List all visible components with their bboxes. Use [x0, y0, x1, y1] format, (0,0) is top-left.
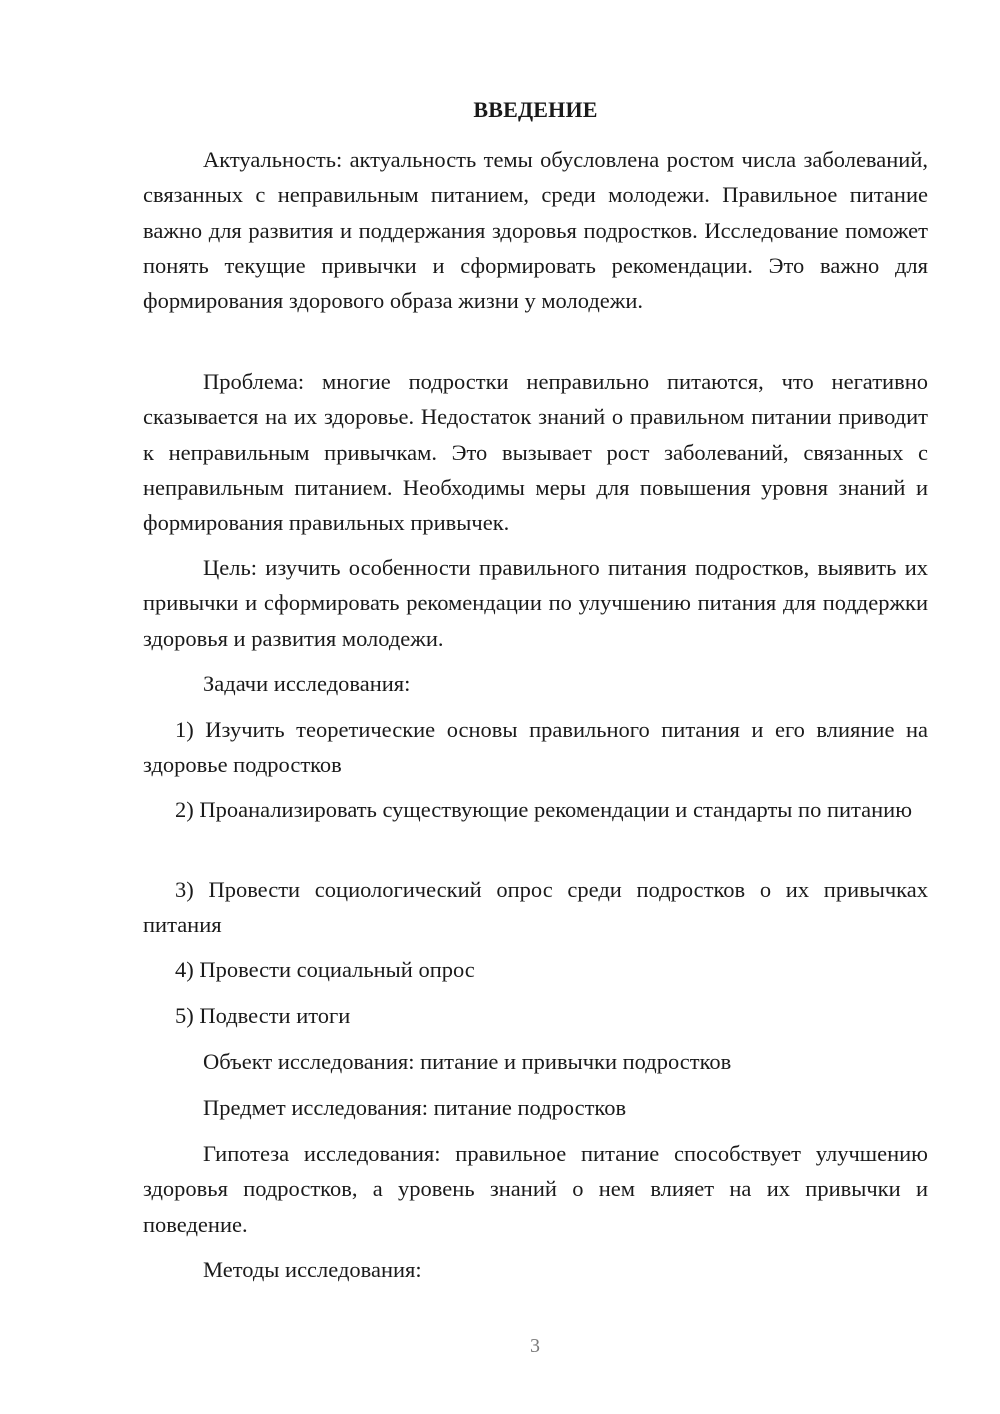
task-item-4: 4) Провести социальный опрос [175, 957, 475, 982]
research-hypothesis: Гипотеза исследования: правильное питание способствует улучшению здоровья подростков, а уровень знаний о нем влияет на их привычки и поведение. [143, 1141, 928, 1237]
section-title: ВВЕДЕНИЕ [473, 97, 598, 122]
problem-paragraph: Проблема: многие подростки неправильно питаются, что негативно сказывается на их здоровье. Недостаток знаний о правильном питании приводит к неправильным привычкам. Это вызывает рост заболеваний, связанных с неправильным питанием. Необходимы меры для повышения уровня знаний и формирования правильных привычек. [143, 369, 928, 536]
research-object: Объект исследования: питание и привычки подростков [203, 1049, 732, 1074]
tasks-heading: Задачи исследования: [203, 671, 411, 696]
page-number: 3 [530, 1335, 540, 1357]
task-item-5: 5) Подвести итоги [175, 1003, 351, 1028]
task-item-3: 3) Провести социологический опрос среди подростков о их привычках питания [143, 877, 928, 938]
research-subject: Предмет исследования: питание подростков [203, 1095, 627, 1120]
relevance-paragraph: Актуальность: актуальность темы обусловлена ростом числа заболеваний, связанных с неправильным питанием, среди молодежи. Правильное питание важно для развития и поддержания здоровья подростков. Исследование поможет понять текущие привычки и сформировать рекомендации. Это важно для формирования здорового образа жизни у молодежи. [143, 147, 928, 314]
research-methods: Методы исследования: [203, 1257, 422, 1282]
task-item-2: 2) Проанализировать существующие рекомендации и стандарты по питанию [175, 797, 913, 822]
goal-paragraph: Цель: изучить особенности правильного питания подростков, выявить их привычки и сформировать рекомендации по улучшению питания для поддержки здоровья и развития молодежи. [143, 555, 928, 651]
task-item-1: 1) Изучить теоретические основы правильного питания и его влияние на здоровье подростков [143, 717, 928, 778]
